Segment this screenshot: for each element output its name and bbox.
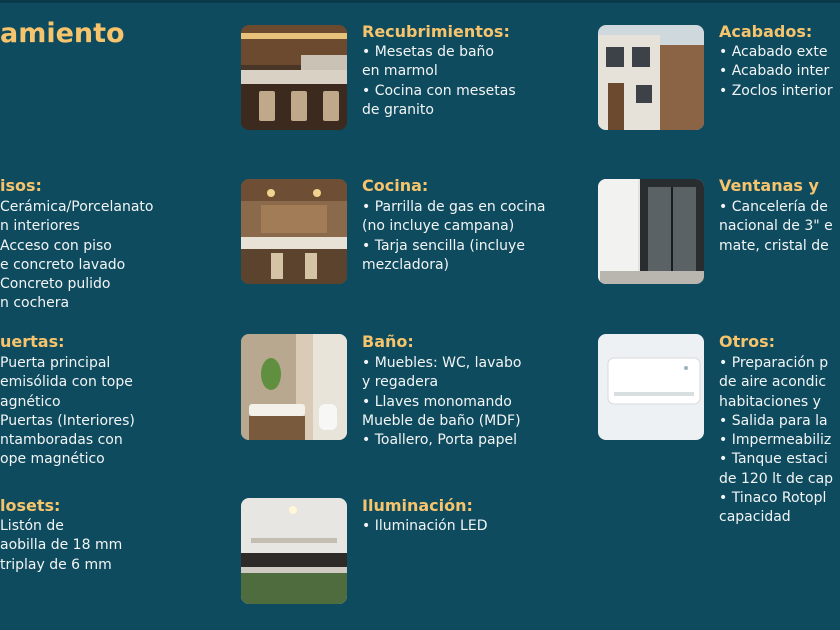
iluminacion-title: Iluminación: — [362, 496, 473, 515]
bathroom-photo — [241, 334, 347, 440]
pisos-title: isos: — [0, 176, 42, 195]
otros-body: • Preparación p de aire acondic habitaciones y • Salida para la • Impermeabiliz • Tanque estaci de 120 lt de cap • Tinaco Rotopl capacidad — [719, 355, 834, 526]
facade-photo — [598, 25, 704, 130]
bano-body: • Muebles: WC, lavabo y regadera • Llaves monomando Mueble de baño (MDF) • Toallero, Porta papel — [362, 355, 522, 449]
page-title: amiento — [0, 18, 125, 49]
ventanas-title: Ventanas y — [719, 176, 819, 195]
iluminacion-body: • Iluminación LED — [362, 518, 488, 534]
kitchen-photo — [241, 179, 347, 284]
ventanas-body: • Cancelería de nacional de 3" e mate, cristal de — [719, 199, 833, 254]
cocina-body: • Parrilla de gas en cocina (no incluye campana) • Tarja sencilla (incluye mezcladora) — [362, 199, 546, 273]
puertas-body: Puerta principal emisólida con tope agnético Puertas (Interiores) ntamboradas con ope magnético — [0, 355, 135, 468]
acabados-title: Acabados: — [719, 22, 813, 41]
window-photo — [598, 179, 704, 284]
puertas-title: uertas: — [0, 332, 65, 351]
closets-title: losets: — [0, 496, 61, 515]
bano-title: Baño: — [362, 332, 414, 351]
recubrimientos-body: • Mesetas de baño en marmol • Cocina con mesetas de granito — [362, 44, 516, 118]
otros-title: Otros: — [719, 332, 776, 351]
cocina-title: Cocina: — [362, 176, 429, 195]
lighting-photo — [241, 498, 347, 604]
air-conditioner-photo — [598, 334, 704, 440]
countertop-photo — [241, 25, 347, 130]
top-border — [0, 0, 840, 3]
acabados-body: • Acabado exte • Acabado inter • Zoclos interior — [719, 44, 833, 99]
closets-body: Listón de aobilla de 18 mm triplay de 6 mm — [0, 518, 123, 573]
recubrimientos-title: Recubrimientos: — [362, 22, 510, 41]
pisos-body: Cerámica/Porcelanato n interiores Acceso con piso e concreto lavado Concreto pulido n cochera — [0, 199, 154, 312]
